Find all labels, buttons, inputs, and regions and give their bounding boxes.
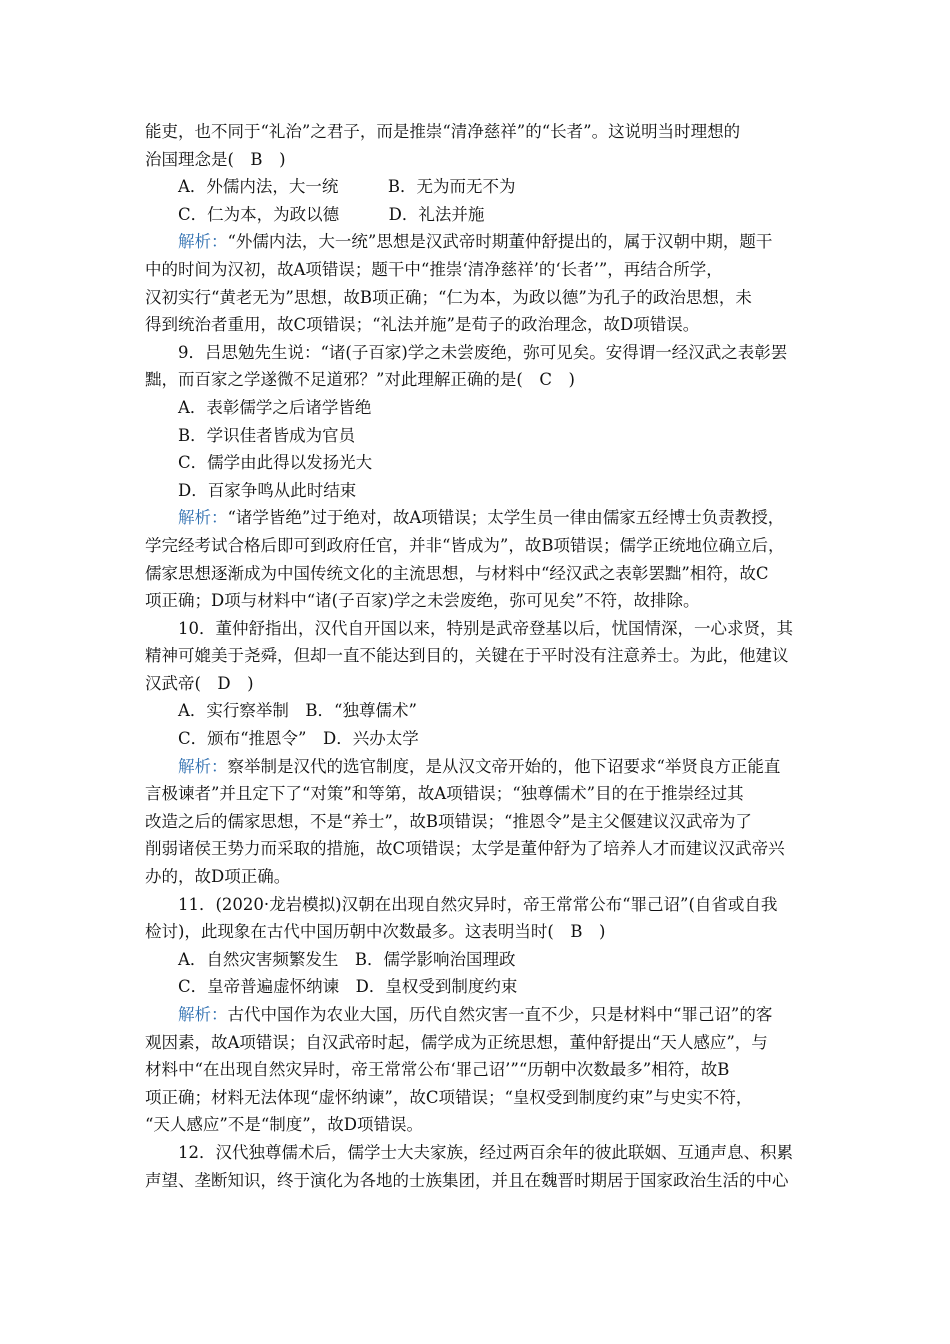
q8-analysis-text-1: “外儒内法，大一统”思想是汉武帝时期董仲舒提出的，属于汉朝中期，题干 <box>227 232 773 252</box>
q10-option-line-2: C．颁布“推恩令” D．兴办太学 <box>178 729 419 749</box>
q10-analysis-line-1 <box>145 753 810 781</box>
q11-stem-line-1: 11．(2020·龙岩模拟)汉朝在出现自然灾异时，帝王常常公布“罪己诏”(自省或自我 <box>178 894 778 914</box>
q10-stem-line-3: 汉武帝( D ) <box>145 673 254 693</box>
q11-analysis-line-3: 材料中“在出现自然灾异时，帝王常常公布‘罪己诏’”“历朝中次数最多”相符，故B <box>145 1060 730 1080</box>
q10-analysis-line-3: 改造之后的儒家思想，不是“养士”，故B项错误；“推恩令”是主父偃建议汉武帝为了 <box>145 811 752 831</box>
q12-stem-line-1: 12．汉代独尊儒术后，儒学士大夫家族，经过两百余年的彼此联姻、互通声息、积累 <box>178 1142 793 1162</box>
q11-analysis-line-2: 观因素，故A项错误；自汉武帝时起，儒学成为正统思想，董仲舒提出“天人感应”，与 <box>145 1032 768 1052</box>
document-page <box>145 118 810 1194</box>
analysis-label: 解析： <box>178 508 228 528</box>
q9-option-c: C．儒学由此得以发扬光大 <box>178 453 373 473</box>
analysis-label: 解析： <box>178 232 228 252</box>
q8-analysis-line-4: 得到统治者重用，故C项错误；“礼法并施”是荀子的政治理念，故D项错误。 <box>145 315 700 335</box>
q9-option-d: D．百家争鸣从此时结束 <box>178 480 357 500</box>
q11-analysis-line-1 <box>145 1001 810 1029</box>
analysis-label: 解析： <box>178 1005 228 1024</box>
q10-stem-line-1: 10．董仲舒指出，汉代自开国以来，特别是武帝登基以后，忧国情深，一心求贤，其 <box>178 618 793 638</box>
q11-option-line-2: C．皇帝普遍虚怀纳谏 D．皇权受到制度约束 <box>178 977 518 997</box>
q8-analysis-line-2: 中的时间为汉初，故A项错误；题干中“推崇‘清净慈祥’的‘长者’”，再结合所学， <box>145 259 723 279</box>
q10-analysis-text-1: 察举制是汉代的选官制度，是从汉文帝开始的，他下诏要求“举贤良方正能直 <box>227 756 781 776</box>
question-10 <box>145 615 810 891</box>
q8-option-line-2: C．仁为本，为政以德 D．礼法并施 <box>178 204 485 224</box>
q8-option-line-1: A．外儒内法，大一统 B．无为而无不为 <box>178 177 516 197</box>
q8-analysis-line-3: 汉初实行“黄老无为”思想，故B项正确；“仁为本，为政以德”为孔子的政治思想，未 <box>145 287 752 307</box>
q10-option-line-1: A．实行察举制 B．“独尊儒术” <box>178 701 417 721</box>
q9-stem-line-1: 9．吕思勉先生说：“诸(子百家)学之未尝废绝，弥可见矣。安得谓一经汉武之表彰罢 <box>178 342 788 362</box>
question-8 <box>145 118 810 339</box>
q10-analysis-line-4: 削弱诸侯王势力而采取的措施，故C项错误；太学是董仲舒为了培养人才而建议汉武帝兴 <box>145 839 785 859</box>
q11-analysis-text-1: 古代中国作为农业大国，历代自然灾害一直不少，只是材料中“罪己诏”的客 <box>227 1005 773 1024</box>
q10-stem-line-2: 精神可媲美于尧舜，但却一直不能达到目的，关键在于平时没有注意养士。为此，他建议 <box>145 646 789 666</box>
q11-analysis-line-4: 项正确；材料无法体现“虚怀纳谏”，故C项错误；“皇权受到制度约束”与史实不符， <box>145 1087 753 1107</box>
question-11 <box>145 891 810 1139</box>
q11-stem-line-2: 检讨)，此现象在古代中国历朝中次数最多。这表明当时( B ) <box>145 922 606 942</box>
q9-analysis-text-1: “诸学皆绝”过于绝对，故A项错误；太学生员一律由儒家五经博士负责教授， <box>227 508 785 528</box>
q12-stem-line-2: 声望、垄断知识，终于演化为各地的士族集团，并且在魏晋时期居于国家政治生活的中心 <box>145 1170 789 1190</box>
q11-option-line-1: A．自然灾害频繁发生 B．儒学影响治国理政 <box>178 949 516 969</box>
q9-option-a: A．表彰儒学之后诸学皆绝 <box>178 397 372 417</box>
q9-analysis-line-4: 项正确；D项与材料中“诸(子百家)学之未尝废绝，弥可见矣”不符，故排除。 <box>145 591 700 611</box>
q8-stem-line-1: 能吏，也不同于“礼治”之君子，而是推崇“清净慈祥”的“长者”。这说明当时理想的 <box>145 122 741 141</box>
q10-analysis-line-5: 办的，故D项正确。 <box>145 867 291 887</box>
q9-analysis-line-1 <box>145 504 810 532</box>
q9-analysis-line-2: 学完经考试合格后即可到政府任官，并非“皆成为”，故B项错误；儒学正统地位确立后， <box>145 535 785 555</box>
q10-analysis-line-2: 言极谏者”并且定下了“对策”和等第，故A项错误；“独尊儒术”目的在于推崇经过其 <box>145 784 744 804</box>
question-12 <box>145 1139 810 1194</box>
q9-stem-line-2: 黜，而百家之学遂微不足道邪？”对此理解正确的是( C ) <box>145 370 575 390</box>
analysis-label: 解析： <box>178 756 228 776</box>
q8-analysis-line-1 <box>145 228 810 256</box>
q9-analysis-line-3: 儒家思想逐渐成为中国传统文化的主流思想，与材料中“经汉武之表彰罢黜”相符，故C <box>145 563 769 583</box>
q9-option-b: B．学识佳者皆成为官员 <box>178 425 356 445</box>
q11-analysis-line-5: “天人感应”不是“制度”，故D项错误。 <box>145 1115 423 1135</box>
q8-stem-line-2: 治国理念是( B ) <box>145 149 286 169</box>
question-9 <box>145 339 810 615</box>
